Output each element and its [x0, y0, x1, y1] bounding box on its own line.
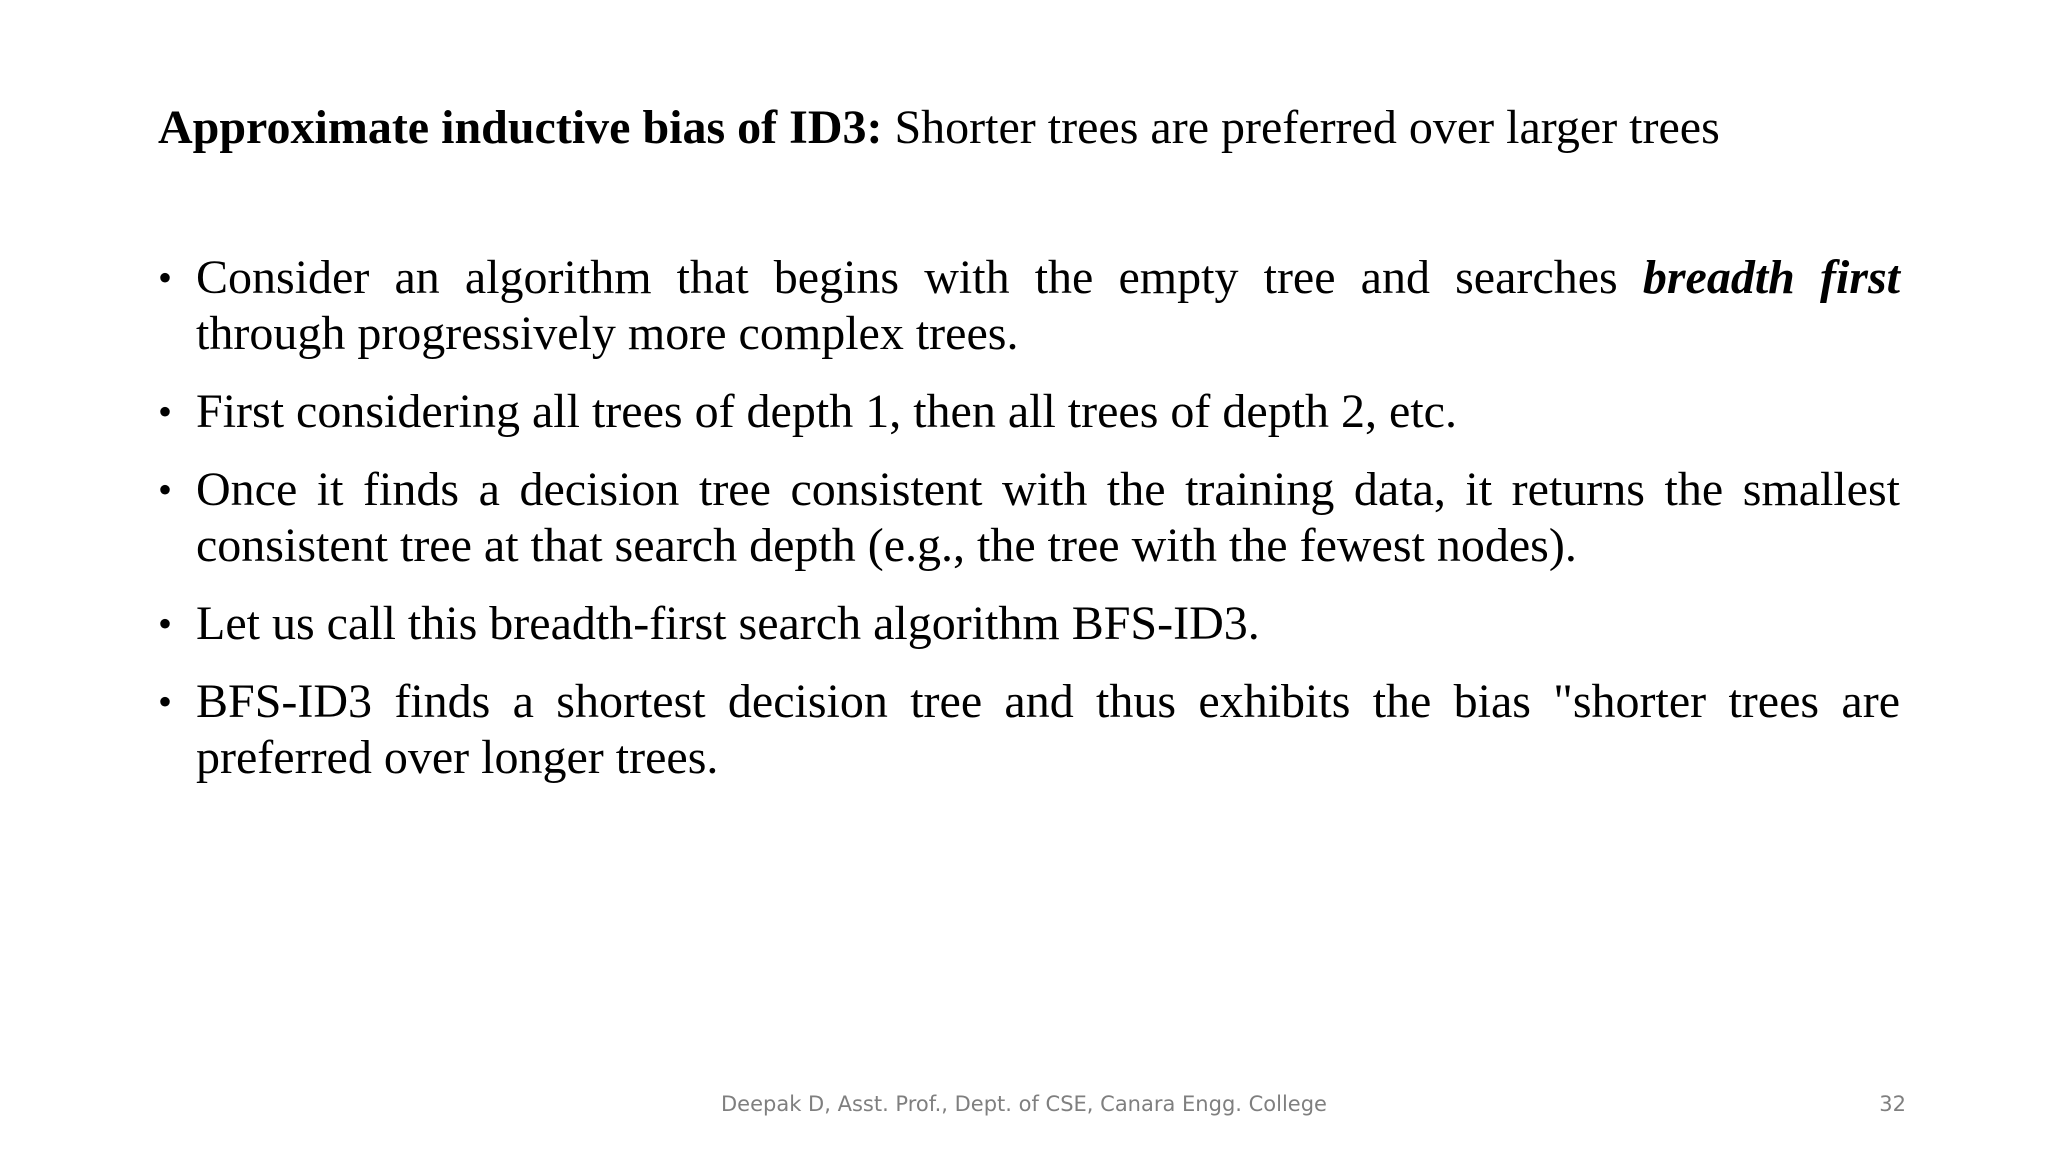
heading-bold-label: Approximate inductive bias of ID3:	[158, 101, 883, 154]
page-number: 32	[1879, 1092, 1906, 1116]
bullet-text: First considering all trees of depth 1, then all trees of depth 2, etc.	[196, 385, 1457, 438]
bullet-dot-icon: •	[158, 601, 173, 646]
heading-text: Shorter trees are preferred over larger trees	[882, 101, 1720, 154]
bullet-item	[158, 462, 1900, 574]
bullet-list	[158, 250, 1900, 808]
bullet-item	[158, 384, 1900, 440]
bullet-emphasis: breadth first	[1642, 251, 1900, 304]
bullet-dot-icon: •	[158, 389, 173, 434]
bullet-item	[158, 674, 1900, 786]
slide-footer: Deepak D, Asst. Prof., Dept. of CSE, Canara Engg. College	[721, 1092, 1327, 1116]
bullet-item	[158, 250, 1900, 362]
bullet-text: Once it finds a decision tree consistent with the training data, it returns the smallest consistent tree at that search depth (e.g., the tree with the fewest nodes).	[196, 463, 1900, 572]
bullet-dot-icon: •	[158, 467, 173, 512]
bullet-text: BFS-ID3 finds a shortest decision tree and thus exhibits the bias "shorter trees are preferred over longer trees.	[196, 675, 1900, 784]
bullet-item	[158, 596, 1900, 652]
bullet-dot-icon: •	[158, 679, 173, 724]
bullet-text: Let us call this breadth-first search algorithm BFS-ID3.	[196, 597, 1260, 650]
bullet-dot-icon: •	[158, 255, 173, 300]
slide-heading	[158, 96, 1908, 160]
bullet-text-continued: through progressively more complex trees.	[196, 307, 1019, 360]
bullet-text: Consider an algorithm that begins with the empty tree and searches	[196, 251, 1643, 304]
